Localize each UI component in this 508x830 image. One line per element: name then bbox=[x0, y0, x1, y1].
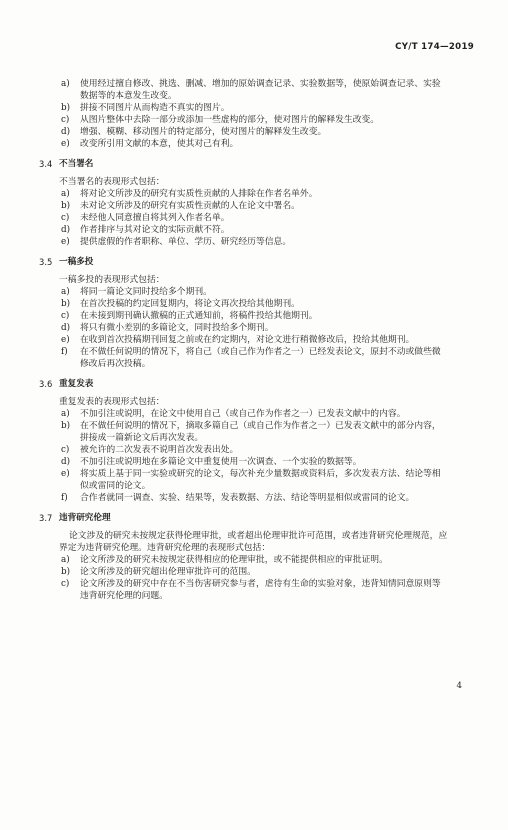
list-marker: e) bbox=[61, 335, 70, 345]
list-marker: a) bbox=[61, 79, 70, 89]
standard-code: CY/T 174—2019 bbox=[395, 42, 474, 52]
list-marker: b) bbox=[61, 201, 71, 211]
list-item-text: 将对论文所涉及的研究有实质性贡献的人排除在作者名单外。 bbox=[80, 189, 318, 199]
list-item bbox=[55, 492, 475, 504]
list-item-text: 论文所涉及的研究未按规定获得相应的伦理审批，或不能提供相应的审批证明。 bbox=[80, 555, 388, 565]
section-title: 一稿多投 bbox=[59, 257, 94, 267]
list-marker: e) bbox=[61, 139, 70, 149]
list-item-text: 论文所涉及的研究超出伦理审批许可的范围。 bbox=[80, 567, 256, 577]
list-item-continuation: 似或雷同的论文。 bbox=[80, 481, 151, 491]
list-item-continuation: 违背研究伦理的问题。 bbox=[80, 591, 168, 601]
list-marker: e) bbox=[61, 237, 70, 247]
list-item-text: 论文所涉及的研究中存在不当伤害研究参与者，虐待有生命的实验对象，违背知情同意原则等 bbox=[80, 579, 441, 589]
list-item-text: 增强、模糊、移动图片的特定部分，使对图片的解释发生改变。 bbox=[80, 127, 327, 137]
list-item-text: 未经他人同意擅自将其列入作者名单。 bbox=[80, 213, 230, 223]
list-item-continuation: 数据等的本意发生改变。 bbox=[80, 91, 177, 101]
list-item-continuation: 拼接成一篇新论文后再次发表。 bbox=[80, 433, 204, 443]
list-marker: a) bbox=[61, 287, 70, 297]
list-marker: b) bbox=[61, 103, 71, 113]
list-item-text: 在未接到期刊确认撤稿的正式通知前，将稿件投给其他期刊。 bbox=[80, 311, 318, 321]
list-item-text: 不加引注或说明地在多篇论文中重复使用一次调查、一个实验的数据等。 bbox=[80, 457, 362, 467]
list-marker: f) bbox=[61, 347, 68, 357]
list-marker: b) bbox=[61, 299, 71, 309]
section-number: 3.4 bbox=[39, 159, 53, 169]
list-marker: b) bbox=[61, 421, 71, 431]
section-intro: 一稿多投的表现形式包括： bbox=[59, 275, 165, 285]
section-number: 3.5 bbox=[39, 257, 53, 267]
list-item-text: 从图片整体中去除一部分或添加一些虚构的部分，使对图片的解释发生改变。 bbox=[80, 115, 380, 125]
list-marker: d) bbox=[61, 323, 71, 333]
list-item-text: 合作者就同一调查、实验、结果等，发表数据、方法、结论等明显相似或雷同的论文。 bbox=[80, 493, 415, 503]
section-intro: 不当署名的表现形式包括： bbox=[59, 177, 165, 187]
list-item bbox=[55, 334, 475, 346]
section-paragraph: 界定为违背研究伦理。违背研究伦理的表现形式包括： bbox=[59, 543, 271, 553]
list-item bbox=[55, 236, 475, 248]
list-item-text: 提供虚假的作者职称、单位、学历、研究经历等信息。 bbox=[80, 237, 292, 247]
list-item-text: 使用经过擅自修改、挑选、删减、增加的原始调查记录、实验数据等，使原始调查记录、实验 bbox=[80, 79, 441, 89]
section-title: 重复发表 bbox=[59, 379, 94, 389]
list-item-text: 在收到首次投稿期刊回复之前或在约定期内，对论文进行稍微修改后，投给其他期刊。 bbox=[80, 335, 415, 345]
list-marker: e) bbox=[61, 469, 70, 479]
section-title: 不当署名 bbox=[59, 159, 94, 169]
list-item-text: 不加引注或说明，在论文中使用自己（或自己作为作者之一）已发表文献中的内容。 bbox=[80, 409, 406, 419]
section-number: 3.7 bbox=[39, 513, 53, 523]
list-marker: a) bbox=[61, 555, 70, 565]
list-item bbox=[55, 566, 475, 578]
list-item bbox=[55, 322, 475, 334]
list-marker: c) bbox=[61, 213, 70, 223]
list-item bbox=[55, 114, 475, 126]
list-item bbox=[55, 286, 475, 298]
section-heading bbox=[39, 158, 475, 170]
list-item bbox=[55, 578, 475, 590]
list-marker: b) bbox=[61, 567, 71, 577]
list-item-text: 未对论文所涉及的研究有实质性贡献的人在论文中署名。 bbox=[80, 201, 300, 211]
list-item bbox=[55, 298, 475, 310]
document-body bbox=[39, 78, 475, 602]
section-heading bbox=[39, 256, 475, 268]
section-heading bbox=[39, 512, 475, 524]
list-item bbox=[55, 408, 475, 420]
list-item bbox=[55, 102, 475, 114]
list-marker: d) bbox=[61, 127, 71, 137]
list-item bbox=[55, 188, 475, 200]
list-item bbox=[55, 200, 475, 212]
section-number: 3.6 bbox=[39, 379, 53, 389]
list-marker: f) bbox=[61, 493, 68, 503]
section-paragraph: 论文涉及的研究未按规定获得伦理审批，或者超出伦理审批许可范围，或者违背研究伦理规范，应 bbox=[69, 531, 448, 541]
list-item-text: 作者排序与其对论文的实际贡献不符。 bbox=[80, 225, 230, 235]
list-item bbox=[55, 224, 475, 236]
list-item bbox=[55, 346, 475, 358]
list-item bbox=[55, 126, 475, 138]
list-item-continuation: 修改后再次投稿。 bbox=[80, 359, 151, 369]
list-marker: c) bbox=[61, 579, 70, 589]
list-item-text: 在不做任何说明的情况下，摘取多篇自己（或自己作为作者之一）已发表文献中的部分内容， bbox=[80, 421, 441, 431]
list-item bbox=[55, 456, 475, 468]
list-item-text: 拼接不同图片从而构造不真实的图片。 bbox=[80, 103, 230, 113]
list-marker: c) bbox=[61, 311, 70, 321]
section-heading bbox=[39, 378, 475, 390]
list-item bbox=[55, 468, 475, 480]
list-item bbox=[55, 310, 475, 322]
list-item-text: 将实质上基于同一实验或研究的论文，每次补充少量数据或资料后，多次发表方法、结论等相 bbox=[80, 469, 441, 479]
list-item bbox=[55, 444, 475, 456]
list-item-text: 将只有微小差别的多篇论文，同时投给多个期刊。 bbox=[80, 323, 274, 333]
page-number: 4 bbox=[456, 681, 462, 691]
list-item-text: 被允许的二次发表不说明首次发表出处。 bbox=[80, 445, 239, 455]
list-item bbox=[55, 78, 475, 90]
list-marker: d) bbox=[61, 457, 71, 467]
list-marker: a) bbox=[61, 409, 70, 419]
list-marker: a) bbox=[61, 189, 70, 199]
list-item bbox=[55, 212, 475, 224]
list-item-text: 改变所引用文献的本意，使其对己有利。 bbox=[80, 139, 239, 149]
list-item-text: 在不做任何说明的情况下，将自己（或自己作为作者之一）已经发表论文，原封不动或做些微 bbox=[80, 347, 441, 357]
list-item bbox=[55, 138, 475, 150]
list-marker: d) bbox=[61, 225, 71, 235]
list-marker: c) bbox=[61, 445, 70, 455]
section-intro: 重复发表的表现形式包括： bbox=[59, 397, 165, 407]
list-item-text: 将同一篇论文同时投给多个期刊。 bbox=[80, 287, 212, 297]
section-title: 违背研究伦理 bbox=[59, 513, 111, 523]
list-item-text: 在首次投稿的约定回复期内，将论文再次投给其他期刊。 bbox=[80, 299, 300, 309]
list-marker: c) bbox=[61, 115, 70, 125]
list-item bbox=[55, 420, 475, 432]
list-item bbox=[55, 554, 475, 566]
